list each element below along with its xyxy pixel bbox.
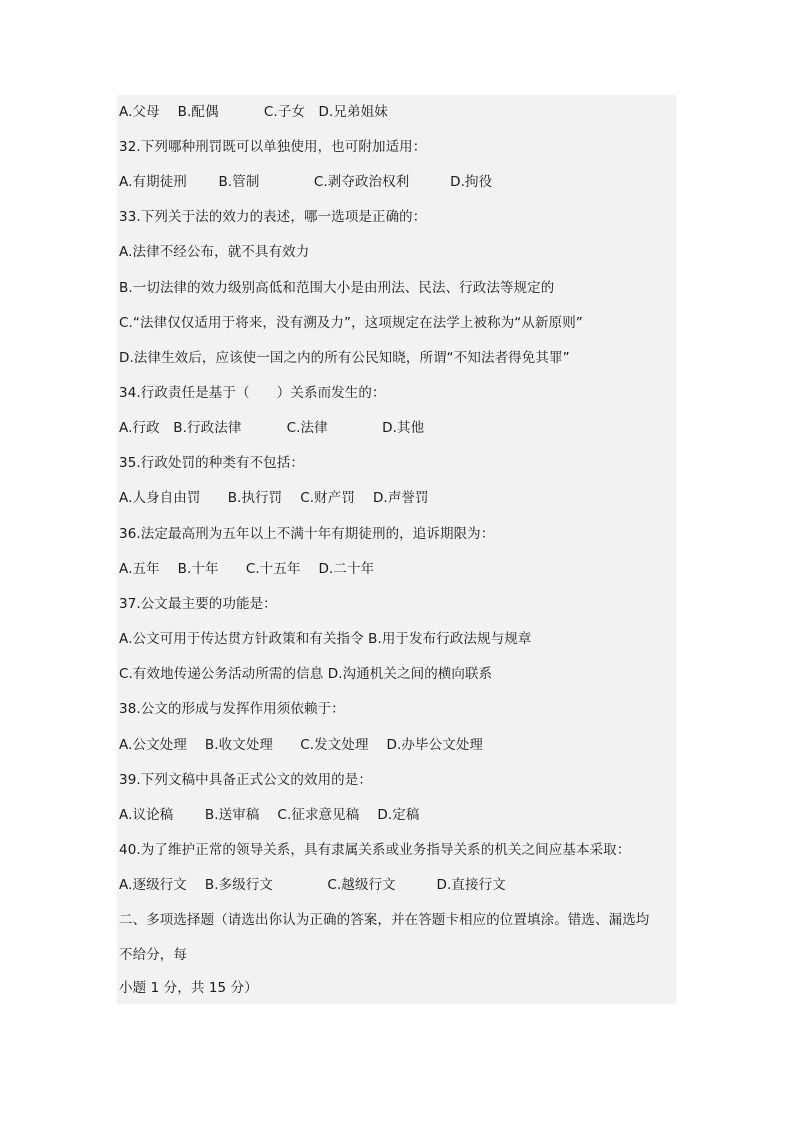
question-33-option-a: A.法律不经公布，就不具有效力 bbox=[119, 244, 310, 260]
question-37-options-ab: A.公文可用于传达贯方针政策和有关指令 B.用于发布行政法规与规章 bbox=[119, 631, 532, 647]
question-39-options: A.议论稿 B.送审稿 C.征求意见稿 D.定稿 bbox=[119, 807, 420, 823]
question-37-text: 37.公文最主要的功能是： bbox=[119, 596, 277, 612]
question-33-option-c: C.“法律仅仅适用于将来，没有溯及力”，这项规定在法学上被称为“从新原则” bbox=[119, 315, 583, 331]
question-38-text: 38.公文的形成与发挥作用须依赖于： bbox=[119, 701, 345, 717]
question-32-options: A.有期徒刑 B.管制 C.剥夺政治权利 D.拘役 bbox=[119, 174, 493, 190]
question-33-option-b: B.一切法律的效力级别高低和范围大小是由刑法、民法、行政法等规定的 bbox=[119, 280, 555, 296]
question-33-option-d: D.法律生效后，应该使一国之内的所有公民知晓，所谓“不知法者得免其罪” bbox=[119, 350, 570, 366]
question-40-text: 40.为了维护正常的领导关系，具有隶属关系或业务指导关系的机关之间应基本采取： bbox=[119, 842, 631, 858]
question-36-text: 36.法定最高刑为五年以上不满十年有期徒刑的，追诉期限为： bbox=[119, 526, 495, 542]
question-40-options: A.逐级行文 B.多级行文 C.越级行文 D.直接行文 bbox=[119, 877, 506, 893]
question-38-options: A.公文处理 B.收文处理 C.发文处理 D.办毕公文处理 bbox=[119, 737, 484, 753]
question-31-options: A.父母 B.配偶 C.子女 D.兄弟姐妹 bbox=[119, 104, 388, 120]
question-35-text: 35.行政处罚的种类有不包括： bbox=[119, 455, 304, 471]
question-33-text: 33.下列关于法的效力的表述，哪一选项是正确的： bbox=[119, 209, 427, 225]
section-heading-continued-1: 不给分，每 bbox=[119, 947, 187, 963]
question-35-options: A.人身自由罚 B.执行罚 C.财产罚 D.声誉罚 bbox=[119, 490, 429, 506]
question-36-options: A.五年 B.十年 C.十五年 D.二十年 bbox=[119, 561, 375, 577]
section-heading-multiple-choice: 二、多项选择题（请选出你认为正确的答案，并在答题卡相应的位置填涂。错选、漏选均 bbox=[119, 912, 650, 928]
question-34-options: A.行政 B.行政法律 C.法律 D.其他 bbox=[119, 420, 425, 436]
question-32-text: 32.下列哪种刑罚既可以单独使用，也可附加适用： bbox=[119, 139, 427, 155]
question-39-text: 39.下列文稿中具备正式公文的效用的是： bbox=[119, 772, 372, 788]
document-page bbox=[117, 95, 676, 1004]
section-heading-continued-2: 小题 1 分，共 15 分） bbox=[119, 980, 258, 996]
question-34-text: 34.行政责任是基于（ ）关系而发生的： bbox=[119, 385, 386, 401]
question-37-options-cd: C.有效地传递公务活动所需的信息 D.沟通机关之间的横向联系 bbox=[119, 666, 493, 682]
